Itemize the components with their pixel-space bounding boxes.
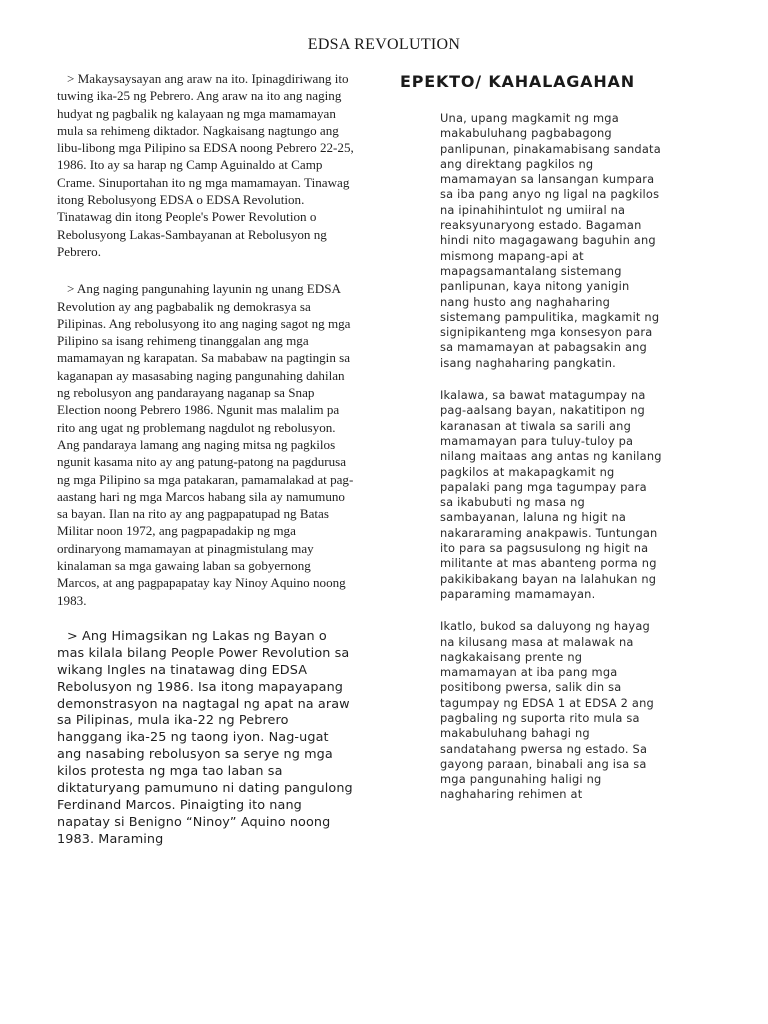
left-paragraph-1: > Makaysaysayan ang araw na ito. Ipinagdiriwang ito tuwing ika-25 ng Pebrero. Ang araw na ito ang naging hudyat ng pagbalik ng kalayaan ng mga mamamayan mula sa rehimeng diktador. Nagkaisang nagtungo ang libu-libong mga Pilipino sa EDSA noong Pebrero 22-25, 1986. Ito ay sa harap ng Camp Aguinaldo at Camp Crame. Sinuportahan ito ng mga mamamayan. Tinawag itong Rebolusyong EDSA o EDSA Revolution. Tinatawag din itong People's Power Revolution o Rebolusyong Lakas-Sambayanan at Rebolusyon ng Pebrero. [57, 71, 354, 259]
right-body [400, 111, 662, 803]
right-paragraph-3: Ikatlo, bukod sa daluyong ng hayag na kilusang masa at malawak na nagkakaisang prente ng mamamayan at iba pang mga positibong pwersa, salik din sa tagumpay ng EDSA 1 at EDSA 2 ang pagbaling ng suporta rito mula sa makabuluhang bahagi ng sandatahang pwersa ng estado. Sa gayong paraan, binabali ang isa sa mga pangunahing haligi ng naghaharing rehimen at [440, 619, 654, 802]
left-paragraph-2: > Ang naging pangunahing layunin ng unang EDSA Revolution ay ang pagbabalik ng demokrasya sa Pilipinas. Ang rebolusyong ito ang naging sagot ng mga Pilipino sa isang rehimeng tinanggalan ang mga mamamayan ng karapatan. Sa mababaw na pagtingin sa kaganapan ay masasabing naging pangunahing dahilan ng rebolusyon ang pandarayang naganap sa Snap Election noong Pebrero 1986. Ngunit mas malalim pa rito ang ugat ng problemang nagdulot ng rebolusyon. Ang pandaraya lamang ang naging mitsa ng pagkilos ngunit kasama nito ay ang patung-patong na pagdurusa ng mga Pilipino sa mga patakaran, pamamalakad at pag-aastang hari ng mga Marcos habang sila ay namumuno sa bayan. Ilan na rito ay ang pagpapatupad ng Batas Militar noon 1972, ang pagpapadakip ng mga ordinaryong mamamayan at pinagmistulang may kinalaman sa mga gawaing laban sa gobyernong Marcos, at ang pagpapapatay kay Ninoy Aquino noong 1983. [57, 281, 354, 608]
left-column [57, 70, 355, 849]
document-title: EDSA REVOLUTION [307, 36, 461, 53]
right-column [400, 72, 670, 820]
right-paragraph-1: Una, upang magkamit ng mga makabuluhang pagbabagong panlipunan, pinakamabisang sandata ang direktang pagkilos ng mamamayan sa lansangan kumpara sa iba pang anyo ng ligal na pagkilos na ipinahihintulot ng umiiral na reaksyunaryong estado. Bagaman hindi nito magagawang baguhin ang mismong mapang-api at mapagsamantalang sistemang panlipunan, kaya nitong yanigin nang husto ang naghaharing sistemang pampulitika, magkamit ng signipikanteng mga konsesyon para sa mamamayan at pabagsakin ang isang naghaharing pangkatin. [440, 111, 661, 370]
left-paragraph-3: > Ang Himagsikan ng Lakas ng Bayan o mas kilala bilang People Power Revolution sa wikang Ingles na tinatawag ding EDSA Rebolusyon ng 1986. Isa itong mapayapang demonstrasyon na nagtagal ng apat na araw sa Pilipinas, mula ika-22 ng Pebrero hanggang ika-25 ng taong iyon. Nag-ugat ang nasabing rebolusyon sa serye ng mga kilos protesta ng mga tao laban sa diktaturyang pamumuno ni dating pangulong Ferdinand Marcos. Pinaigting ito nang napatay si Benigno “Ninoy” Aquino noong 1983. Maraming [57, 628, 353, 847]
section-heading: EPEKTO/ KAHALAGAHAN [400, 72, 635, 91]
right-paragraph-2: Ikalawa, sa bawat matagumpay na pag-aalsang bayan, nakatitipon ng karanasan at tiwala sa sarili ang mamamayan para tuluy-tuloy pa nilang maitaas ang antas ng kanilang pagkilos at makapagkamit ng papalaki pang mga tagumpay para sa ikabubuti ng masa ng sambayanan, laluna ng higit na nakararaming anakpawis. Tuntungan ito para sa pagsusulong ng higit na militante at mas abanteng porma ng pakikibakang bayan na lalahukan ng paparaming mamamayan. [440, 388, 662, 601]
